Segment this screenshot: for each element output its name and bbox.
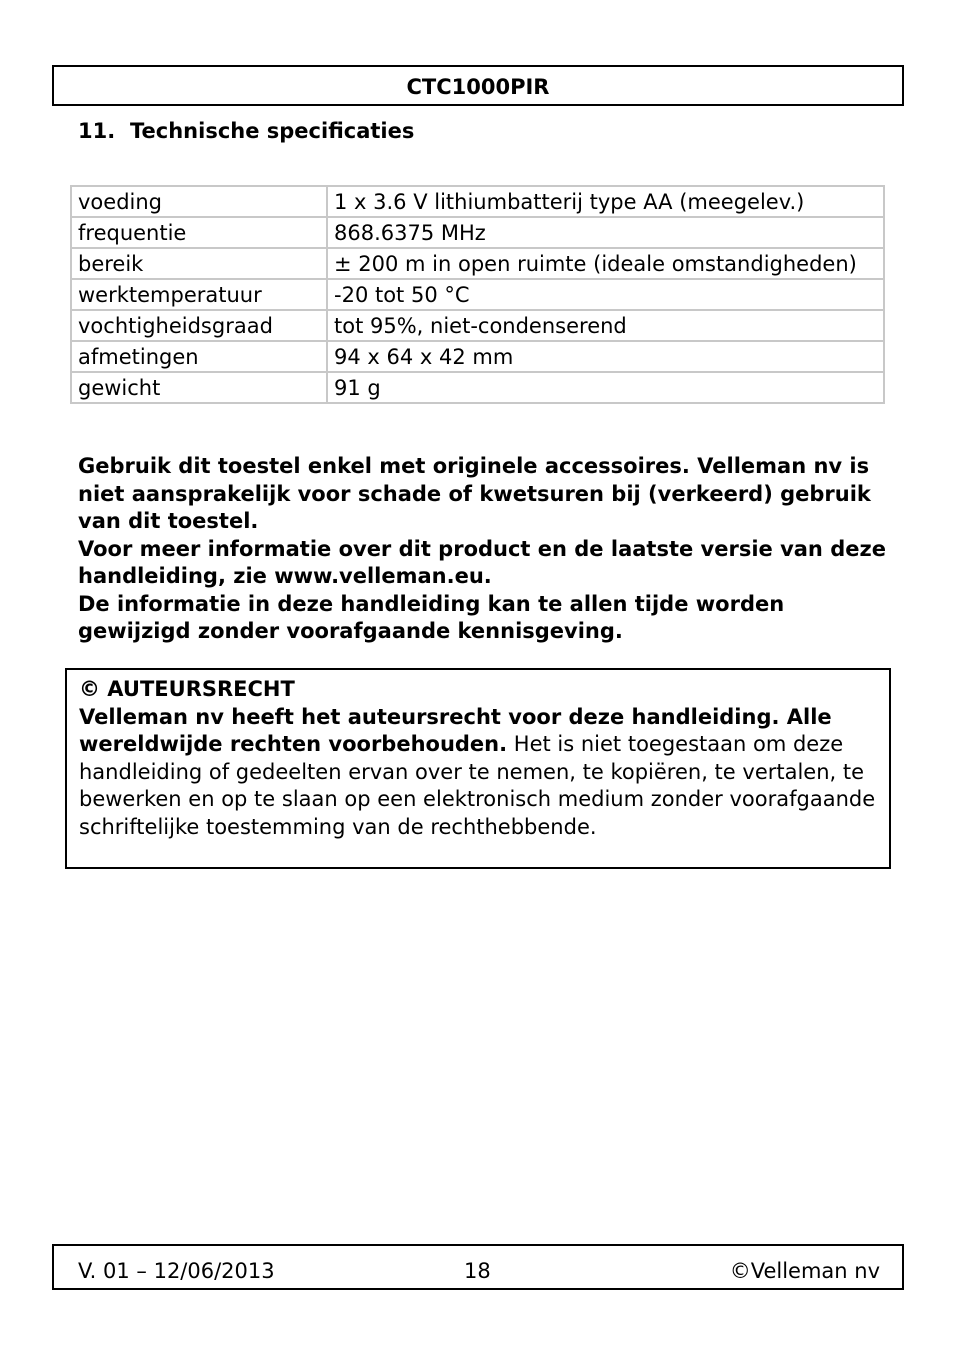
copyright-text — [79, 704, 889, 842]
table-row — [71, 279, 884, 310]
spec-value: 1 x 3.6 V lithiumbatterij type AA (meegelev.) — [327, 186, 884, 217]
page-footer — [52, 1244, 904, 1290]
table-row — [71, 186, 884, 217]
page-header — [52, 65, 904, 106]
spec-key: werktemperatuur — [71, 279, 327, 310]
notice-paragraph-changes: De informatie in deze handleiding kan te allen tijde worden gewijzigd zonder voorafgaande kennisgeving. — [78, 591, 785, 643]
spec-value: tot 95%, niet-condenserend — [327, 310, 884, 341]
table-row — [71, 248, 884, 279]
spec-value: ± 200 m in open ruimte (ideale omstandigheden) — [327, 248, 884, 279]
spec-key: voeding — [71, 186, 327, 217]
spec-key: vochtigheidsgraad — [71, 310, 327, 341]
table-row — [71, 217, 884, 248]
table-row — [71, 310, 884, 341]
table-row — [71, 341, 884, 372]
footer-version: V. 01 – 12/06/2013 — [78, 1259, 275, 1283]
specifications-table — [70, 185, 885, 404]
copyright-heading: © AUTEURSRECHT — [79, 677, 295, 701]
table-row — [71, 372, 884, 403]
spec-key: gewicht — [71, 372, 327, 403]
spec-value: -20 tot 50 °C — [327, 279, 884, 310]
spec-key: frequentie — [71, 217, 327, 248]
spec-value: 94 x 64 x 42 mm — [327, 341, 884, 372]
spec-value: 868.6375 MHz — [327, 217, 884, 248]
copyright-box — [65, 668, 891, 869]
spec-key: bereik — [71, 248, 327, 279]
notice-paragraph-info: Voor meer informatie over dit product en de laatste versie van deze handleiding, zie www.velleman.eu. — [78, 536, 886, 588]
copyright-body: Het is niet toegestaan om deze handleiding of gedeelten ervan over te nemen, te kopiëren, te vertalen, te bewerken en op te slaan op een elektronisch medium zonder voorafgaande schriftelijke toestemming van de rechthebbende. — [79, 732, 876, 839]
copyright-bold-text: Velleman nv heeft het auteursrecht voor deze handleiding. Alle wereldwijde rechten voorbehouden. — [79, 704, 832, 757]
notice-paragraph-accessories: Gebruik dit toestel enkel met originele accessoires. Velleman nv is niet aansprakelijk voor schade of kwetsuren bij (verkeerd) gebruik van dit toestel. — [78, 454, 871, 533]
model-title: CTC1000PIR — [406, 75, 550, 99]
spec-value: 91 g — [327, 372, 884, 403]
page-number: 18 — [464, 1259, 491, 1283]
notice-text — [78, 453, 893, 646]
section-number: 11. — [78, 119, 116, 143]
footer-copyright: ©Velleman nv — [729, 1259, 880, 1283]
section-title: Technische specificaties — [130, 119, 415, 143]
section-heading — [78, 116, 414, 146]
spec-key: afmetingen — [71, 341, 327, 372]
